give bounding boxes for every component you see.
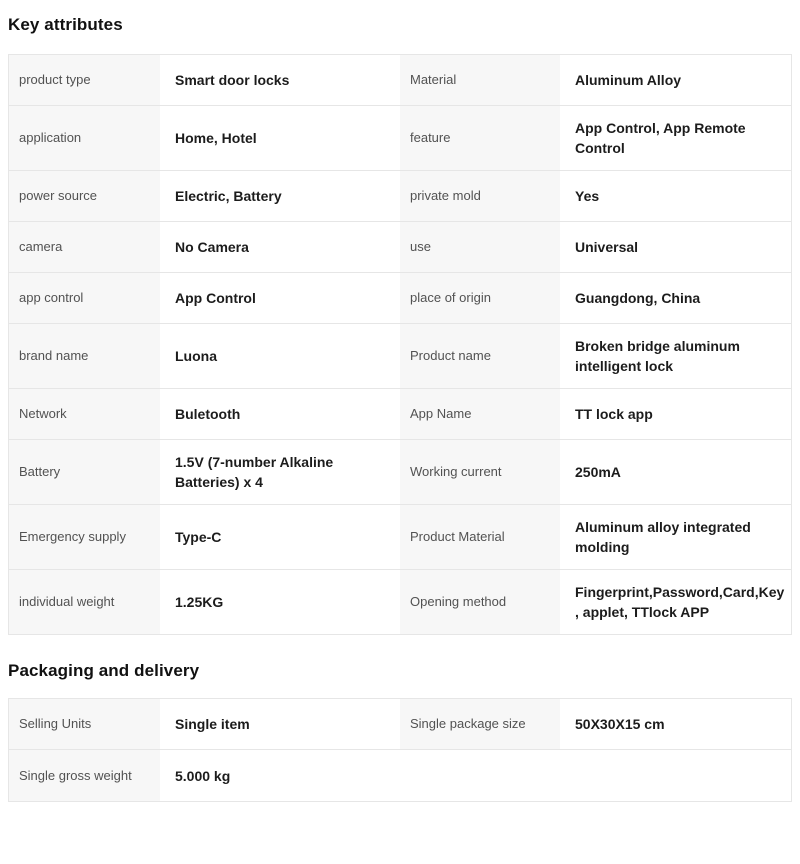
table-row	[9, 750, 791, 801]
attribute-label: private mold	[400, 171, 560, 221]
attribute-label: individual weight	[9, 570, 160, 634]
attribute-label: use	[400, 222, 560, 272]
attribute-value	[560, 750, 791, 801]
attribute-label	[400, 750, 560, 801]
attribute-label: Emergency supply	[9, 505, 160, 569]
attribute-label: Battery	[9, 440, 160, 504]
attribute-value: 5.000 kg	[175, 767, 231, 784]
table-row	[9, 570, 791, 634]
attribute-value: Single item	[175, 716, 250, 732]
attribute-value: 250mA	[575, 464, 621, 480]
table-row	[9, 222, 791, 273]
table-row	[9, 55, 791, 106]
attribute-value: Type-C	[175, 529, 222, 545]
attribute-label: product type	[9, 55, 160, 105]
attribute-label: Product Material	[400, 505, 560, 569]
section-title-packaging-and-delivery: Packaging and delivery	[8, 661, 200, 680]
product-attributes-page	[0, 15, 800, 802]
attribute-label: feature	[400, 106, 560, 170]
attribute-label: place of origin	[400, 273, 560, 323]
attribute-label: app control	[9, 273, 160, 323]
key-attributes-table	[8, 54, 792, 635]
attribute-value: 1.25KG	[175, 594, 224, 610]
packaging-and-delivery-table	[8, 698, 792, 802]
attribute-value: Buletooth	[175, 406, 241, 422]
attribute-label: brand name	[9, 324, 160, 388]
attribute-label: Material	[400, 55, 560, 105]
table-row	[9, 699, 791, 750]
attribute-label: Opening method	[400, 570, 560, 634]
attribute-value: Electric, Battery	[175, 188, 282, 204]
attribute-value: Aluminum alloy integrated molding	[575, 519, 751, 555]
attribute-value: Smart door locks	[175, 72, 290, 88]
attribute-value: Fingerprint,Password,Card,Key , applet, TTlock APP	[575, 584, 785, 620]
attribute-label: camera	[9, 222, 160, 272]
attribute-value: 1.5V (7-number Alkaline Batteries) x 4	[175, 454, 334, 490]
attribute-value: Luona	[175, 348, 217, 364]
attribute-value: Broken bridge aluminum intelligent lock	[575, 338, 740, 374]
table-row	[9, 389, 791, 440]
table-row	[9, 273, 791, 324]
table-row	[9, 171, 791, 222]
table-row	[9, 505, 791, 570]
attribute-label: application	[9, 106, 160, 170]
attribute-label: Single gross weight	[9, 750, 160, 801]
attribute-value: Universal	[575, 239, 639, 255]
attribute-value: TT lock app	[575, 406, 653, 422]
attribute-label: Single package size	[400, 699, 560, 749]
attribute-value: App Control, App Remote Control	[575, 120, 746, 156]
attribute-value: Yes	[575, 188, 600, 204]
attribute-value: Aluminum Alloy	[575, 72, 682, 88]
table-row	[9, 106, 791, 171]
attribute-label: Network	[9, 389, 160, 439]
attribute-label: Working current	[400, 440, 560, 504]
attribute-label: Selling Units	[9, 699, 160, 749]
section-title-key-attributes: Key attributes	[8, 15, 123, 34]
attribute-value: App Control	[175, 290, 256, 306]
attribute-label: App Name	[400, 389, 560, 439]
table-row	[9, 440, 791, 505]
attribute-value: Home, Hotel	[175, 130, 257, 146]
table-row	[9, 324, 791, 389]
attribute-value: Guangdong, China	[575, 290, 701, 306]
attribute-label: Product name	[400, 324, 560, 388]
attribute-value: No Camera	[175, 239, 249, 255]
attribute-label: power source	[9, 171, 160, 221]
attribute-value: 50X30X15 cm	[575, 716, 665, 732]
